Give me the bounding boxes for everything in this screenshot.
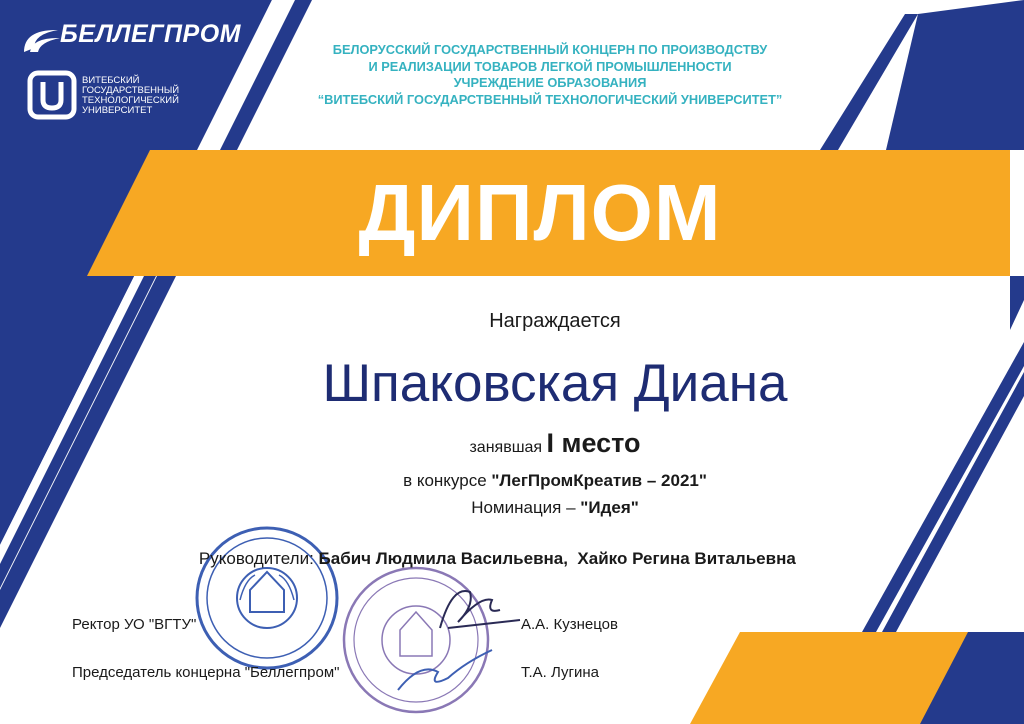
rector-title: Ректор УО "ВГТУ" <box>72 616 197 633</box>
brand-logo-text: БЕЛЛЕГПРОМ <box>60 20 241 48</box>
organization-header <box>250 42 850 108</box>
header-line-1: БЕЛОРУССКИЙ ГОСУДАРСТВЕННЫЙ КОНЦЕРН ПО ПРОИЗВОДСТВУ <box>332 42 768 57</box>
nomination-value: "Идея" <box>580 498 639 517</box>
nomination-line <box>240 497 870 519</box>
university-line: ВИТЕБСКИЙ <box>82 75 140 86</box>
chair-title: Председатель концерна "Беллегпром" <box>72 664 340 681</box>
rector-name: А.А. Кузнецов <box>521 616 618 633</box>
header-line-4: “ВИТЕБСКИЙ ГОСУДАРСТВЕННЫЙ ТЕХНОЛОГИЧЕСКИЙ УНИВЕРСИТЕТ” <box>317 91 783 107</box>
right-line-3 <box>882 372 1024 632</box>
supervisors-names: Бабич Людмила Васильевна, Хайко Регина Витальевна <box>318 549 796 568</box>
place-prefix: занявшая <box>469 439 547 456</box>
university-line: УНИВЕРСИТЕТ <box>82 105 153 116</box>
place-line <box>240 426 870 465</box>
university-line: ТЕХНОЛОГИЧЕСКИЙ <box>82 95 179 106</box>
contest-line <box>240 470 870 492</box>
chair-name: Т.А. Лугина <box>521 664 599 681</box>
university-line: ГОСУДАРСТВЕННЫЙ <box>82 85 180 96</box>
supervisors-line <box>180 526 900 592</box>
diploma-title: ДИПЛОМ <box>358 168 722 257</box>
header-line-3: УЧРЕЖДЕНИЕ ОБРАЗОВАНИЯ <box>453 75 647 90</box>
supervisors-prefix: Руководители: <box>198 549 319 568</box>
header-line-2: И РЕАЛИЗАЦИИ ТОВАРОВ ЛЕГКОЙ ПРОМЫШЛЕННОСТИ <box>368 58 732 74</box>
university-name <box>82 76 179 116</box>
recipient-name: Шпаковская Диана <box>322 354 788 413</box>
nomination-prefix: Номинация – <box>471 498 581 517</box>
contest-prefix: в конкурсе <box>403 471 492 490</box>
place-value: I место <box>546 428 641 458</box>
awarded-label: Награждается <box>489 310 621 332</box>
contest-name: "ЛегПромКреатив – 2021" <box>491 471 707 490</box>
right-line-1 <box>1010 276 1024 330</box>
